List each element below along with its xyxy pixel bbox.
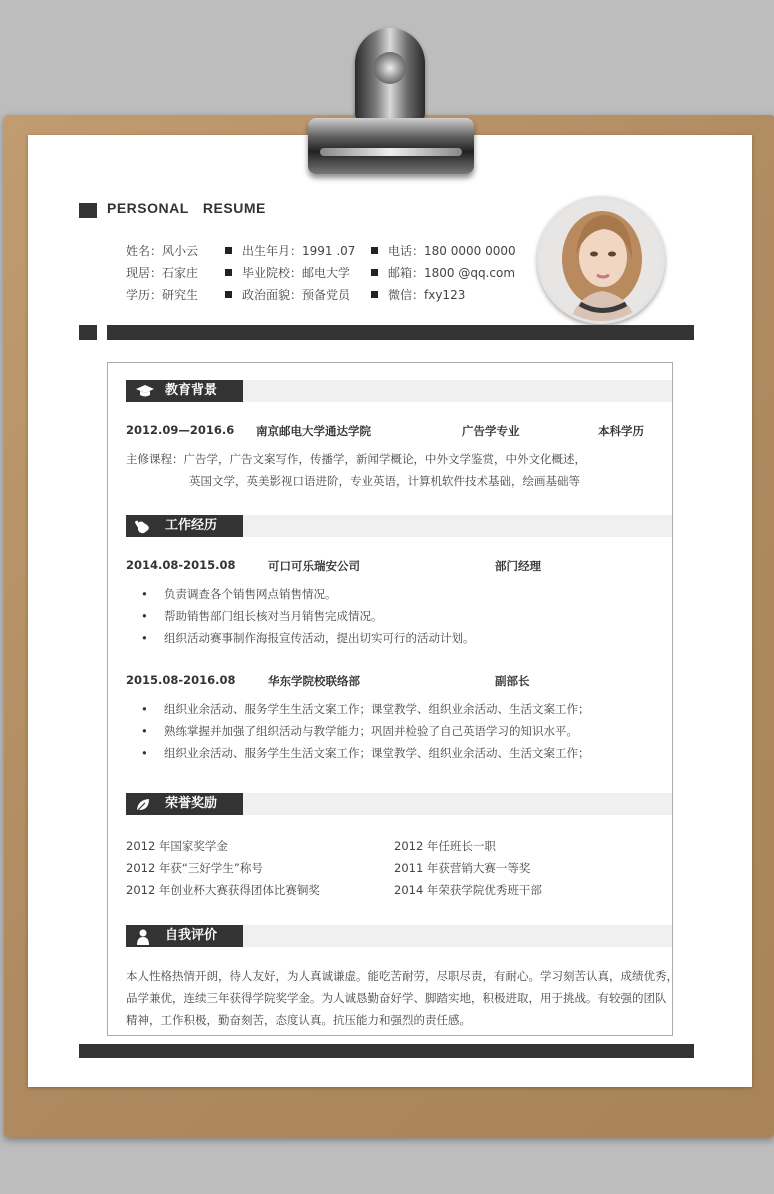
avatar <box>537 196 665 324</box>
self-line: 本人性格热情开朗，待人友好，为人真诚谦虚。能吃苦耐劳，尽职尽责，有耐心。学习刻苦认真，成绩优秀， <box>126 969 678 983</box>
job2-item: • 组织业余活动、服务学生生活文案工作；课堂教学、组织业余活动、生活文案工作； <box>164 745 590 761</box>
education-date: 2012.09—2016.6 <box>126 423 235 437</box>
footer-bar <box>79 1044 694 1058</box>
info-wechat: 微信：fxy123 <box>371 286 465 303</box>
person-icon <box>135 929 151 945</box>
job1-date: 2014.08-2015.08 <box>126 558 236 572</box>
education-header <box>126 380 243 402</box>
job2-company: 华东学院校联络部 <box>268 674 360 688</box>
self-line: 精神，工作积极，勤奋刻苦，态度认真。抗压能力和强烈的责任感。 <box>126 1013 471 1027</box>
education-courses-line1: 主修课程：广告学，广告文案写作，传播学，新闻学概论，中外文学鉴赏，中外文化概述， <box>126 452 586 466</box>
job2-position: 副部长 <box>495 674 530 688</box>
education-title: 教育背景 <box>165 383 218 398</box>
header-mark <box>79 203 97 218</box>
info-residence: 现居：石家庄 <box>126 266 199 280</box>
job1-company: 可口可乐瑞安公司 <box>268 559 360 573</box>
info-email: 邮箱：1800 @qq.com <box>371 264 515 281</box>
honor-item: 2012 年任班长一职 <box>394 839 496 853</box>
leaf-icon <box>135 797 151 813</box>
honor-item: 2014 年荣获学院优秀班干部 <box>394 883 542 897</box>
divider-mark <box>79 325 97 340</box>
info-school: 毕业院校：邮电大学 <box>225 264 350 281</box>
honors-header <box>126 793 243 815</box>
binder-clip-shine <box>320 148 462 156</box>
info-education: 学历：研究生 <box>126 288 199 302</box>
info-phone: 电话：180 0000 0000 <box>371 242 516 259</box>
binder-clip-hole <box>374 52 406 84</box>
job2-date: 2015.08-2016.08 <box>126 673 236 687</box>
job2-item: • 熟练掌握并加强了组织活动与教学能力；巩固并检验了自己英语学习的知识水平。 <box>164 723 578 739</box>
job1-item: • 组织活动赛事制作海报宣传活动，提出切实可行的活动计划。 <box>164 630 475 646</box>
work-title: 工作经历 <box>165 518 218 533</box>
honor-item: 2012 年获“三好学生”称号 <box>126 861 263 875</box>
education-degree: 本科学历 <box>598 424 644 438</box>
info-politics: 政治面貌：预备党员 <box>225 286 350 303</box>
divider-bar <box>107 325 694 340</box>
education-school: 南京邮电大学通达学院 <box>256 424 371 438</box>
info-birth: 出生年月：1991 .07 <box>225 242 355 259</box>
job1-item: • 帮助销售部门组长核对当月销售完成情况。 <box>164 608 383 624</box>
job2-item: • 组织业余活动、服务学生生活文案工作；课堂教学、组织业余活动、生活文案工作； <box>164 701 590 717</box>
info-name: 姓名：风小云 <box>126 244 199 258</box>
honor-item: 2011 年获营销大赛一等奖 <box>394 861 531 875</box>
self-title: 自我评价 <box>165 928 218 943</box>
resume-title: PERSONAL RESUME <box>107 200 266 216</box>
graduation-cap-icon <box>135 384 155 398</box>
job1-position: 部门经理 <box>495 559 541 573</box>
hand-icon <box>135 519 153 535</box>
self-header <box>126 925 243 947</box>
education-courses-line2: 英国文学，英美影视口语进阶，专业英语，计算机软件技术基础，绘画基础等 <box>189 474 580 488</box>
work-header <box>126 515 243 537</box>
self-line: 品学兼优，连续三年获得学院奖学金。为人诚恳勤奋好学、脚踏实地，积极进取，用于挑战。有较强的团队 <box>126 991 667 1005</box>
job1-item: • 负责调查各个销售网点销售情况。 <box>164 586 337 602</box>
honor-item: 2012 年创业杯大赛获得团体比赛铜奖 <box>126 883 320 897</box>
honor-item: 2012 年国家奖学金 <box>126 839 228 853</box>
education-major: 广告学专业 <box>462 424 520 438</box>
binder-clip-base <box>308 118 474 174</box>
honors-title: 荣誉奖励 <box>165 796 218 811</box>
